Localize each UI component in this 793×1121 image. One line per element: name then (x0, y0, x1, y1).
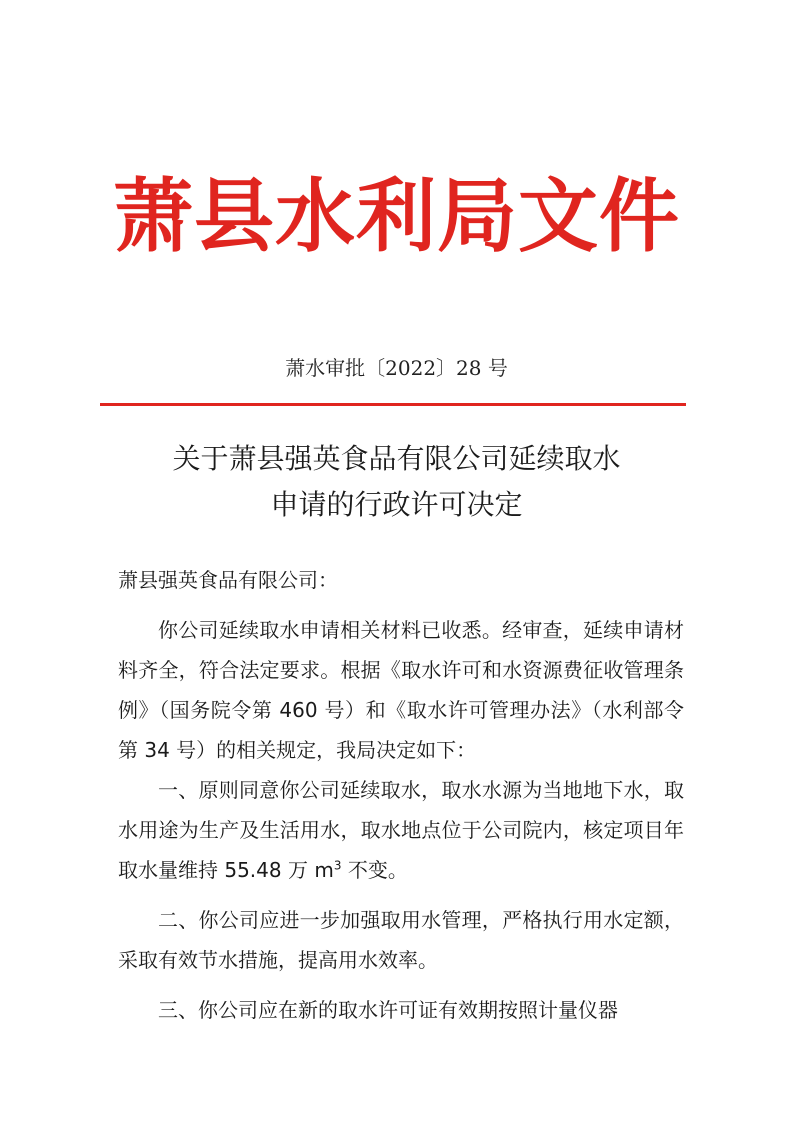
item1-text-1: 一、原则同意你公司延续取水，取水水源为当地地下水，取水用途为生产及生活用水，取水地点位于公司院内，核定项目年取水量维持 (118, 778, 684, 882)
document-title (0, 436, 793, 528)
unit-symbol: m (314, 858, 334, 882)
document-body (118, 560, 684, 1030)
unit-superscript: 3 (333, 858, 342, 873)
intro-text-3: 号）的相关规定，我局决定如下： (169, 738, 477, 762)
decree-number-460: 460 (279, 698, 318, 722)
salutation: 萧县强英食品有限公司： (118, 568, 338, 592)
paragraph-intro (118, 610, 684, 770)
title-line-2: 申请的行政许可决定 (270, 488, 523, 521)
unit-prefix: 万 (281, 858, 315, 882)
paragraph-item-1 (118, 770, 684, 890)
org-header-title: 萧县水利局文件 (113, 169, 680, 263)
red-separator-line (100, 403, 686, 406)
water-amount: 55.48 (224, 858, 282, 882)
title-line-1: 关于萧县强英食品有限公司延续取水 (172, 442, 621, 475)
paragraph-item-3: 三、你公司应在新的取水许可证有效期按照计量仪器 (158, 998, 618, 1022)
decree-number-34: 34 (144, 738, 170, 762)
intro-text-1: 你公司延续取水申请相关材料已收悉。经审查，延续申请材料齐全，符合法定要求。根据《取水许可和水资源费征收管理条例》（国务院令第 (118, 618, 684, 722)
paragraph-item-2: 二、你公司应进一步加强取用水管理，严格执行用水定额，采取有效节水措施，提高用水效率。 (118, 908, 684, 972)
item1-text-2: 不变。 (341, 858, 408, 882)
document-number: 萧水审批〔2022〕28 号 (285, 356, 508, 380)
intro-text-2: 号）和《取水许可管理办法》（水利部令第 (118, 698, 684, 762)
